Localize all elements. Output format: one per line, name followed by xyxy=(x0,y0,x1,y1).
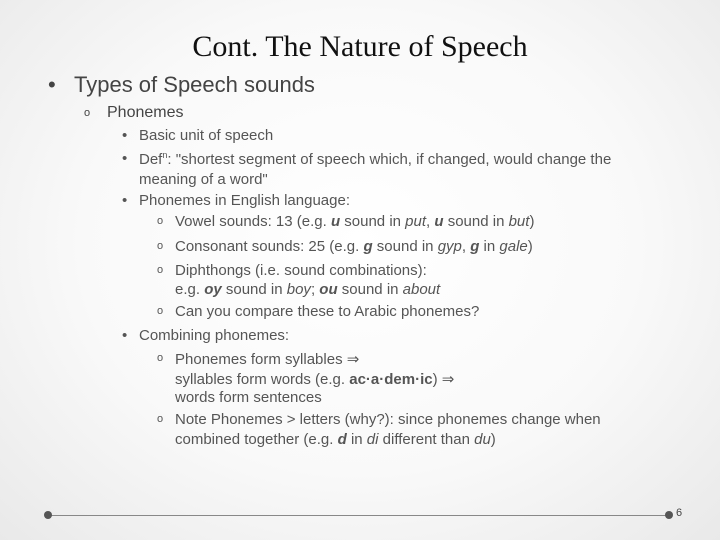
phonemes-text: Phonemes xyxy=(107,104,184,121)
bullet-basic-unit xyxy=(0,127,720,145)
syllables-line-1: Phonemes form syllables ⇒ xyxy=(175,351,360,368)
compare-text: Can you compare these to Arabic phonemes? xyxy=(175,303,480,320)
bullet-phonemes xyxy=(0,104,720,124)
bullet-combining-phonemes xyxy=(0,327,720,345)
page-number: 6 xyxy=(676,507,683,519)
note-continuation xyxy=(0,431,720,449)
definition-continuation xyxy=(0,171,720,189)
slide-title: Cont. The Nature of Speech xyxy=(192,30,528,63)
bullet-marker: o xyxy=(157,413,164,425)
bullet-marker: o xyxy=(84,107,91,119)
syllables-continuation-2 xyxy=(0,389,720,407)
phonemes-english-text: Phonemes in English language: xyxy=(139,192,350,209)
bullet-marker: • xyxy=(122,127,128,144)
definition-line-1: Def$^n$: "shortest segment of speech which, if changed, would change the xyxy=(139,150,612,168)
bullet-types-of-speech xyxy=(0,72,720,100)
bullet-diphthongs xyxy=(0,262,720,280)
diphthong-line-2: e.g. oy sound in boy; ou sound in about xyxy=(175,281,441,298)
bullet-marker: o xyxy=(157,264,164,276)
diphthong-continuation xyxy=(0,281,720,299)
bullet-note-phonemes xyxy=(0,411,720,429)
bullet-consonant-sounds xyxy=(0,238,720,256)
footer-right-dot xyxy=(665,511,673,519)
bullet-marker: o xyxy=(157,215,164,227)
note-line-1: Note Phonemes > letters (why?): since phonemes change when xyxy=(175,411,601,428)
syllables-line-2: syllables form words (e.g. ac·a·dem·ic) ⇒ xyxy=(175,371,455,388)
diphthong-line-1: Diphthongs (i.e. sound combinations): xyxy=(175,262,427,279)
bullet-compare-arabic xyxy=(0,303,720,321)
syllables-continuation xyxy=(0,370,720,388)
consonant-text: Consonant sounds: 25 (e.g. g sound in gyp, g in gale) xyxy=(175,238,533,255)
combining-text: Combining phonemes: xyxy=(139,327,290,344)
bullet-marker: • xyxy=(122,192,128,209)
definition-line-2: meaning of a word" xyxy=(139,171,268,188)
bullet-syllables xyxy=(0,350,720,368)
footer-left-dot xyxy=(44,511,52,519)
bullet-marker: • xyxy=(122,150,128,167)
bullet-marker: o xyxy=(157,240,164,252)
syllables-line-3: words form sentences xyxy=(175,389,322,406)
bullet-phonemes-english xyxy=(0,192,720,210)
bullet-marker: o xyxy=(157,305,164,317)
heading-text: Types of Speech sounds xyxy=(74,72,315,97)
footer-divider xyxy=(48,515,666,516)
vowel-text: Vowel sounds: 13 (e.g. u sound in put, u sound in but) xyxy=(175,213,535,230)
bullet-marker: o xyxy=(157,352,164,364)
bullet-marker: • xyxy=(48,72,56,97)
bullet-marker: • xyxy=(122,327,128,344)
note-line-2: combined together (e.g. d in di different than du) xyxy=(175,431,496,448)
bullet-vowel-sounds xyxy=(0,213,720,231)
basic-unit-text: Basic unit of speech xyxy=(139,127,274,144)
bullet-definition xyxy=(0,150,720,168)
